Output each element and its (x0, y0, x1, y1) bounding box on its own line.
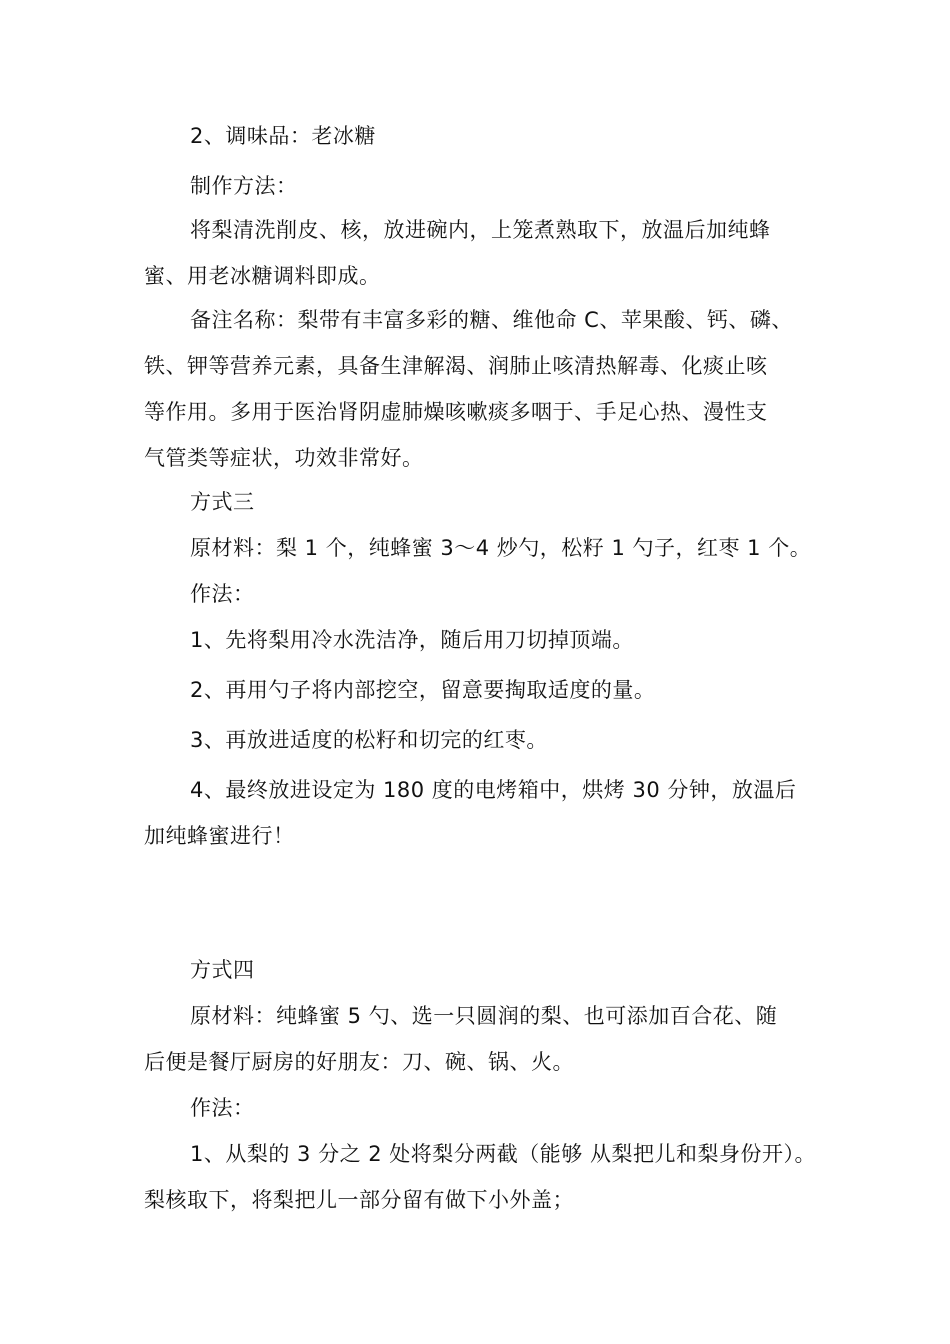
step-3-4-line-1: 4、最终放进设定为 180 度的电烤箱中，烘烤 30 分钟，放温后 (190, 778, 797, 802)
note-line-4: 气管类等症状，功效非常好。 (144, 446, 424, 470)
note-line-2: 铁、钾等营养元素，具备生津解渴、润肺止咳清热解毒、化痰止咳 (144, 354, 768, 378)
note-line-3: 等作用。多用于医治肾阴虚肺燥咳嗽痰多咽于、手足心热、漫性支 (144, 400, 768, 424)
step-3-4-line-2: 加纯蜂蜜进行！ (144, 824, 295, 848)
seasoning-line: 2、调味品：老冰糖 (190, 124, 376, 148)
method-step-line-2: 蜜、用老冰糖调料即成。 (144, 264, 381, 288)
step-4-1-line-2: 梨核取下，将梨把儿一部分留有做下小外盖； (144, 1188, 574, 1212)
section-heading-3: 方式三 (190, 490, 255, 514)
note-line-1: 备注名称：梨带有丰富多彩的糖、维他命 C、苹果酸、钙、磷、 (190, 308, 793, 332)
steps-heading-4: 作法： (190, 1096, 255, 1120)
ingredients-line-4-1: 原材料：纯蜂蜜 5 勺、选一只圆润的梨、也可添加百合花、随 (190, 1004, 778, 1028)
method-heading: 制作方法： (190, 174, 298, 198)
ingredients-line-4-2: 后便是餐厅厨房的好朋友：刀、碗、锅、火。 (144, 1050, 574, 1074)
steps-heading-3: 作法： (190, 582, 255, 606)
method-step-line-1: 将梨清洗削皮、核，放进碗内，上笼煮熟取下，放温后加纯蜂 (190, 218, 771, 242)
step-3-1: 1、先将梨用冷水洗洁净，随后用刀切掉顶端。 (190, 628, 634, 652)
step-4-1-line-1: 1、从梨的 3 分之 2 处将梨分两截（能够 从梨把儿和梨身份开）。 (190, 1142, 816, 1166)
section-heading-4: 方式四 (190, 958, 255, 982)
step-3-2: 2、再用勺子将内部挖空，留意要掏取适度的量。 (190, 678, 656, 702)
ingredients-line-3: 原材料：梨 1 个，纯蜂蜜 3～4 炒勺，松籽 1 勺子，红枣 1 个。 (190, 536, 812, 560)
step-3-3: 3、再放进适度的松籽和切完的红枣。 (190, 728, 548, 752)
